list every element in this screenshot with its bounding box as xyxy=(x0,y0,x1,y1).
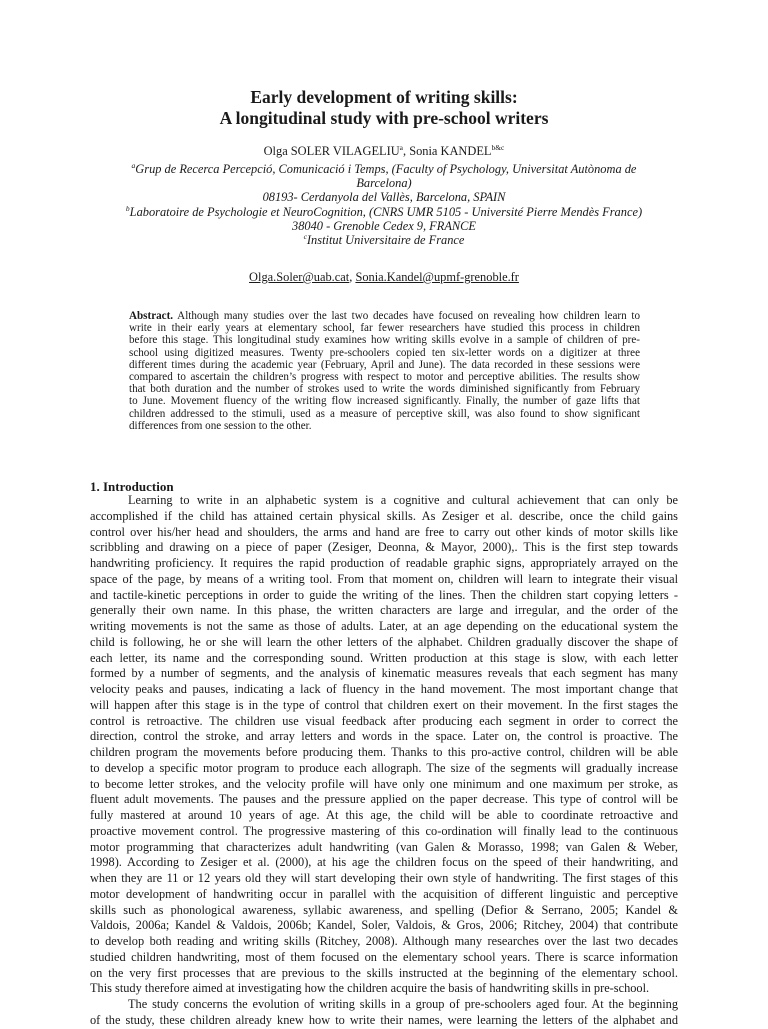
affiliation-a-line-1 xyxy=(0,162,768,176)
body-line: fully mastered at around 10 years of age. At this age, the child will be able to coordinate retroactive and xyxy=(90,808,678,822)
email-link-1[interactable]: Olga.Soler@uab.cat xyxy=(249,270,350,284)
body-line: proactive movement control. The progressive mastering of this co-ordination will finally lead to the continuous xyxy=(90,823,678,838)
body-line: formed by a number of segments, and the analysis of kinematic measures reveals that each segment has many xyxy=(90,666,678,681)
affiliation-c-mark: c xyxy=(303,232,307,241)
body-line: velocity peaks and pauses, indicating a lack of fluency in the hand movement. The most important change that xyxy=(90,682,678,696)
body-line: writing movements is not the same as those of adults. Later, at an age depending on the educational system the xyxy=(90,619,678,633)
paper-title-line-2: A longitudinal study with pre-school writers xyxy=(219,108,549,128)
affiliation-a-line-3: 08193- Cerdanyola del Vallès, Barcelona, SPAIN xyxy=(262,190,506,204)
body-line: when they are 11 or 12 years old they will start developing their own style of handwriting. The first stages of this xyxy=(90,871,678,885)
body-line: Learning to write in an alphabetic system is a cognitive and cultural achievement that can only be xyxy=(128,493,678,507)
body-line: each letter, its name and the corresponding sound. Written production at this stage is slow, with each letter xyxy=(90,650,678,665)
body-line: This study therefore aimed at investigating how the children acquire the basis of handwriting skills in pre-school. xyxy=(90,981,650,996)
email-link-2[interactable]: Sonia.Kandel@upmf-grenoble.fr xyxy=(355,270,519,284)
body-line: direction, control the stroke, and array letters and words in the space. Later on, the control is proactive. The xyxy=(90,729,678,744)
body-line: skills such as phonological awareness, syllabic awareness, and spelling (Defior & Serrano, 2005; Kandel & xyxy=(90,902,678,917)
author-name-2: , Sonia KANDEL xyxy=(403,144,492,158)
affiliation-b-text-1: Laboratoire de Psychologie et NeuroCognition, (CNRS UMR 5105 - Université Pierre Mendès France) xyxy=(129,205,643,219)
body-line: Valdois, 2006a; Kandel & Valdois, 2006b; Kandel, Soler, Valdois, & Gros, 2006; Ritchey, 2004) that contribute xyxy=(90,918,678,933)
body-line: studied children handwriting, most of them focused on the elementary school years. There is scarce information xyxy=(90,949,678,964)
body-line: child is following, he or she will learn the other letters of the alphabet. Children gradually discover the shape of xyxy=(90,634,678,649)
body-line: to develop a specific motor program to produce each allograph. The size of the segments will gradually increase xyxy=(90,760,678,775)
abstract-line: that both duration and the number of strokes used to write the words diminished significantly from February xyxy=(129,383,640,396)
body-line: fluent adult movements. The pauses and the pressure applied on the paper decrease. This type of control will be xyxy=(90,792,678,807)
abstract-block xyxy=(129,310,640,432)
body-line: motor programming that characterizes adult handwriting (van Galen & Morasso, 1998; van Galen & Weber, xyxy=(90,839,678,854)
abstract-line: school using digitized measures. Twenty pre-schoolers copied ten six-letter words on a digitizer at three xyxy=(129,346,640,359)
abstract-line xyxy=(129,310,640,322)
body-line: scribbling and drawing on a piece of paper (Zesiger, Deonna, & Mayor, 2000),. This is the first step towards xyxy=(90,540,678,555)
affiliation-a-text-1: Grup de Recerca Percepció, Comunicació i Temps, (Faculty of Psychology, Universitat Autònoma de xyxy=(135,162,637,176)
body-line: The study concerns the evolution of writing skills in a group of pre-schoolers aged four. At the beginning xyxy=(128,997,678,1011)
abstract-label: Abstract. xyxy=(129,310,174,322)
affiliation-a-line-2: Barcelona) xyxy=(356,176,412,190)
abstract-line: before this stage. This longitudinal study examines how writing skills evolve in a sample of children of pre- xyxy=(129,334,640,347)
paper-title-line-1: Early development of writing skills: xyxy=(250,87,518,107)
affiliation-b-line-2: 38040 - Grenoble Cedex 9, FRANCE xyxy=(292,219,476,233)
email-separator: , xyxy=(349,270,356,284)
body-line: motor development of handwriting occur in parallel with the acquisition of different linguistic and perceptive xyxy=(90,886,678,901)
abstract-line: children addressed to the stimuli, used as a measure of perceptive skill, was also found to show significant xyxy=(129,407,640,420)
author-2-affiliation-mark: b&c xyxy=(491,143,505,152)
email-line xyxy=(0,270,768,284)
author-line xyxy=(0,144,768,158)
abstract-line: compared to ascertain the children’s progress with respect to motor and perceptive abilities. The results show xyxy=(129,370,640,383)
body-line: to develop both reading and writing skills (Ritchey, 2008). Although many researches over the last two decades xyxy=(90,934,678,948)
body-line: handwriting proficiency. It requires the rapid production of readable graphic signs, appropriately arrayed on the xyxy=(90,556,678,570)
body-line: and tactile-kinetic perceptions in order to guide the writing of the lines. Then the children start copying letters - xyxy=(90,587,678,602)
abstract-line-text: Although many studies over the last two decades have focused on revealing how children learn to xyxy=(173,310,640,322)
body-line: control is retroactive. The children use visual feedback after producing each segment in order to correct the xyxy=(90,713,678,728)
body-line: control over his/her head and shoulders, the arms and hand are free to carry out other kinds of motor skills like xyxy=(90,524,678,539)
author-1-affiliation-mark: a xyxy=(399,143,404,152)
abstract-line: to June. Movement fluency of the writing flow increased significantly. Finally, the number of gaze lifts that xyxy=(129,395,640,408)
affiliation-b-line-1 xyxy=(0,205,768,219)
affiliation-b-mark: b xyxy=(125,204,130,213)
affiliation-c-line-1 xyxy=(0,233,768,247)
affiliation-a-mark: a xyxy=(131,161,136,170)
body-line: children program the movements before producing them. Thanks to this pro-active control, children will be able xyxy=(90,745,678,759)
affiliation-c-text: Institut Universitaire de France xyxy=(306,233,465,247)
body-line: on the very first processes that are previous to the skills instructed at the beginning of the elementary school. xyxy=(90,965,678,980)
body-line: will happen after this stage is in the type of control that children exert on their movement. In the first stages the xyxy=(90,697,678,712)
body-line: 1998). According to Zesiger et al. (2000), at his age the children focus on the speed of their handwriting, and xyxy=(90,855,678,870)
section-heading: 1. Introduction xyxy=(90,479,174,494)
section-body xyxy=(90,493,678,1029)
abstract-line: differences from one session to the other. xyxy=(129,419,312,432)
body-line: of the study, these children already knew how to write their names, were learning the letters of the alphabet and xyxy=(90,1012,678,1027)
author-name-1: Olga SOLER VILAGELIU xyxy=(263,144,400,158)
abstract-line: different times during the academic year (February, April and June). The data recorded in these sessions were xyxy=(129,358,640,371)
body-line: generally their own name. In this phase, the written characters are large and irregular, and the order of the xyxy=(90,603,678,618)
body-line: accomplished if the child has attained certain physical skills. As Zesiger et al. describe, once the child gains xyxy=(90,508,678,523)
abstract-line: write in their early years at elementary school, far fewer researchers have studied this process in children xyxy=(129,322,640,335)
body-line: space of the page, by means of a writing tool. From that moment on, children will learn to integrate their visual xyxy=(90,571,678,586)
body-line: to become letter strokes, and the velocity profile will have only one minimum and one maximum per stroke, as xyxy=(90,776,678,791)
